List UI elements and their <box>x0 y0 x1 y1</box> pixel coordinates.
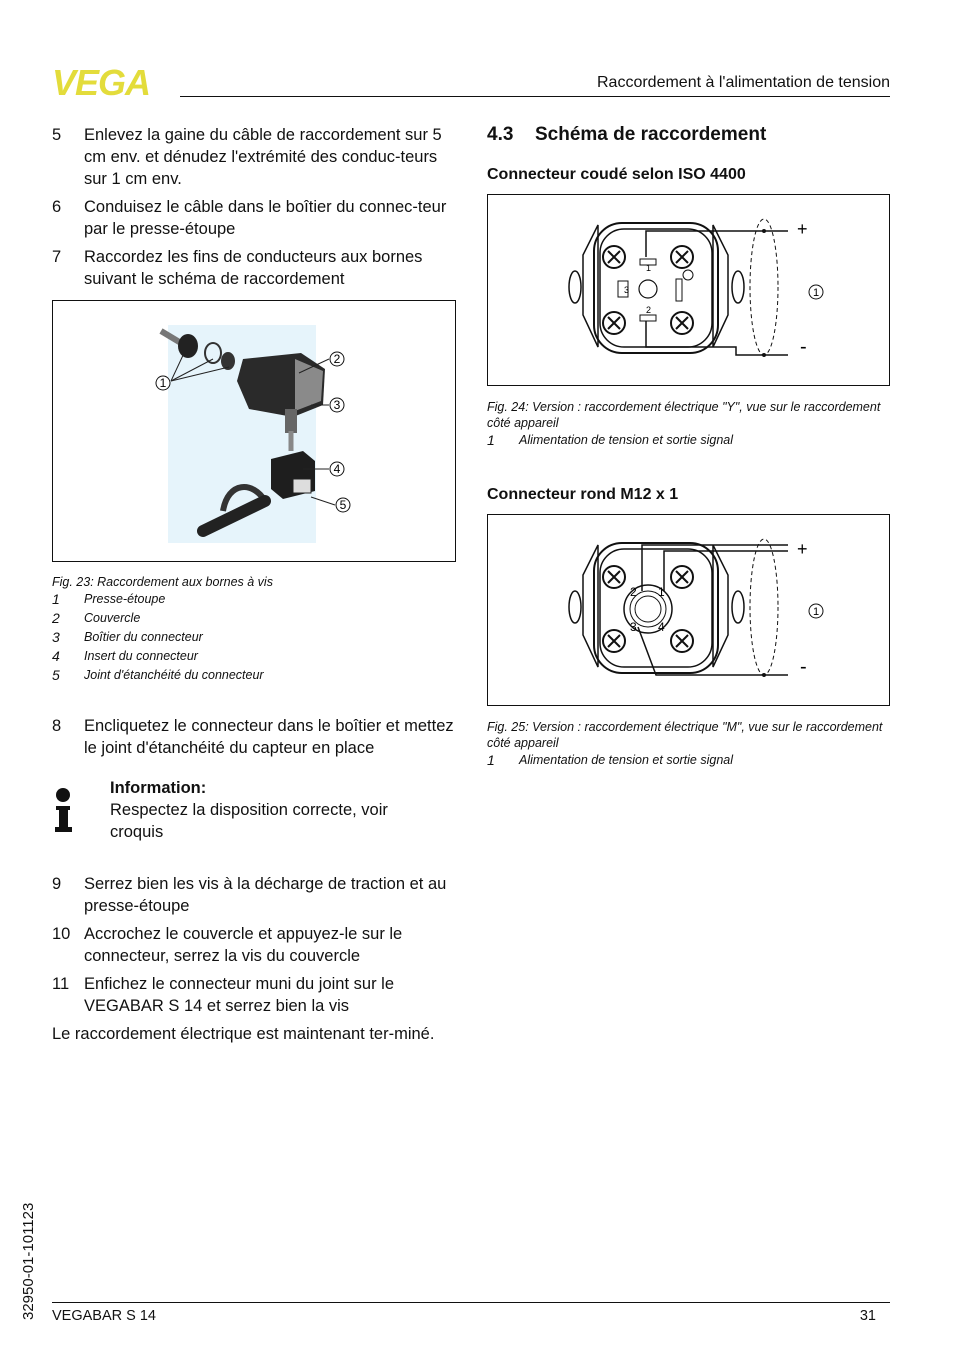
fig25-heading: Connecteur rond M12 x 1 <box>487 486 679 503</box>
fig23-caption: Fig. 23: Raccordement aux bornes à vis <box>52 575 273 589</box>
info-text: Respectez la disposition correcte, voir croquis <box>110 801 388 841</box>
header-rule <box>180 96 890 97</box>
pin-3-label: 3 <box>630 620 637 634</box>
pin-4-label: 4 <box>658 620 665 634</box>
section-heading: 4.3 Schéma de raccordement <box>487 124 767 145</box>
fig24-caption-block <box>487 399 890 450</box>
pin-3-label: 3 <box>624 285 630 295</box>
fig25-legend-item: 1 Alimentation de tension et sortie signal <box>487 752 734 768</box>
step-6: 6 Conduisez le câble dans le boîtier du connec-teur par le presse-étoupe <box>52 198 447 238</box>
minus-terminal-label: - <box>800 336 807 358</box>
fig25-box <box>487 514 890 706</box>
fig24-caption: Fig. 24: Version : raccordement électrique "Y", vue sur le raccordement côté appareil <box>487 400 881 430</box>
fig23-legend-item: 2 Couvercle <box>52 610 141 626</box>
fig24-heading: Connecteur coudé selon ISO 4400 <box>487 166 746 183</box>
callout-1: 1 <box>812 287 820 299</box>
plus-terminal-label: + <box>797 539 808 559</box>
callout-1: 1 <box>812 606 820 618</box>
pin-2-label: 2 <box>630 585 637 599</box>
step-10: 10 Accrochez le couvercle et appuyez-le sur le connecteur, serrez la vis du couvercle <box>52 925 403 965</box>
callout-2: 2 <box>333 352 341 366</box>
fig23-legend-item: 1 Presse-étoupe <box>52 591 166 607</box>
step-11: 11 Enfichez le connecteur muni du joint sur le VEGABAR S 14 et serrez bien la vis <box>52 975 395 1015</box>
fig25-caption-block <box>487 719 890 770</box>
callout-3: 3 <box>333 398 341 412</box>
steps-b <box>52 715 456 759</box>
iso4400-wiring-diagram <box>488 195 889 385</box>
fig23-caption-block <box>52 574 456 685</box>
callout-1: 1 <box>159 376 167 390</box>
callout-5: 5 <box>339 498 347 512</box>
document-code: 32950-01-101123 <box>20 1202 37 1320</box>
minus-terminal-label: - <box>800 656 807 678</box>
left-column <box>52 124 456 1051</box>
step-9: 9 Serrez bien les vis à la décharge de traction et au presse-étoupe <box>52 875 447 915</box>
fig25-caption: Fig. 25: Version : raccordement électrique "M", vue sur le raccordement côté appareil <box>487 720 883 750</box>
step-8: 8 Encliquetez le connecteur dans le boîtier et mettez le joint d'étanchéité du capteur en place <box>52 717 454 757</box>
callout-4: 4 <box>333 462 341 476</box>
header-title: Raccordement à l'alimentation de tension <box>597 74 890 91</box>
info-title: Information: <box>110 779 207 797</box>
fig24-box <box>487 194 890 386</box>
fig24-legend-item: 1 Alimentation de tension et sortie signal <box>487 432 734 448</box>
pin-1-label: 1 <box>646 263 652 273</box>
vega-logo <box>52 66 170 98</box>
pin-2-label: 2 <box>646 305 652 315</box>
right-column <box>487 124 890 770</box>
plus-terminal-label: + <box>797 219 808 239</box>
footer-rule <box>52 1302 890 1303</box>
information-note <box>52 777 456 843</box>
pin-1-label: 1 <box>658 585 665 599</box>
step-5: 5 Enlevez la gaine du câble de raccordement sur 5 cm env. et dénudez l'extrémité des conduc-teurs sur 1 cm env. <box>52 126 442 188</box>
page-number: 31 <box>859 1308 876 1324</box>
step-7: 7 Raccordez les fins de conducteurs aux bornes suivant le schéma de raccordement <box>52 248 423 288</box>
fig23-legend-item: 5 Joint d'étanchéité du connecteur <box>52 667 264 683</box>
info-body <box>110 777 430 843</box>
fig23-legend-item: 3 Boîtier du connecteur <box>52 629 203 645</box>
connector-exploded-illustration <box>53 301 455 561</box>
steps-a <box>52 124 456 290</box>
fig23-box <box>52 300 456 562</box>
steps-c <box>52 873 456 1017</box>
info-icon <box>52 777 110 843</box>
footer-product: VEGABAR S 14 <box>52 1308 156 1324</box>
m12-wiring-diagram <box>488 515 889 705</box>
fig23-legend-item: 4 Insert du connecteur <box>52 648 198 664</box>
svg-text:VEGA: VEGA <box>52 66 151 98</box>
closing-paragraph: Le raccordement électrique est maintenant ter-miné. <box>52 1025 435 1043</box>
